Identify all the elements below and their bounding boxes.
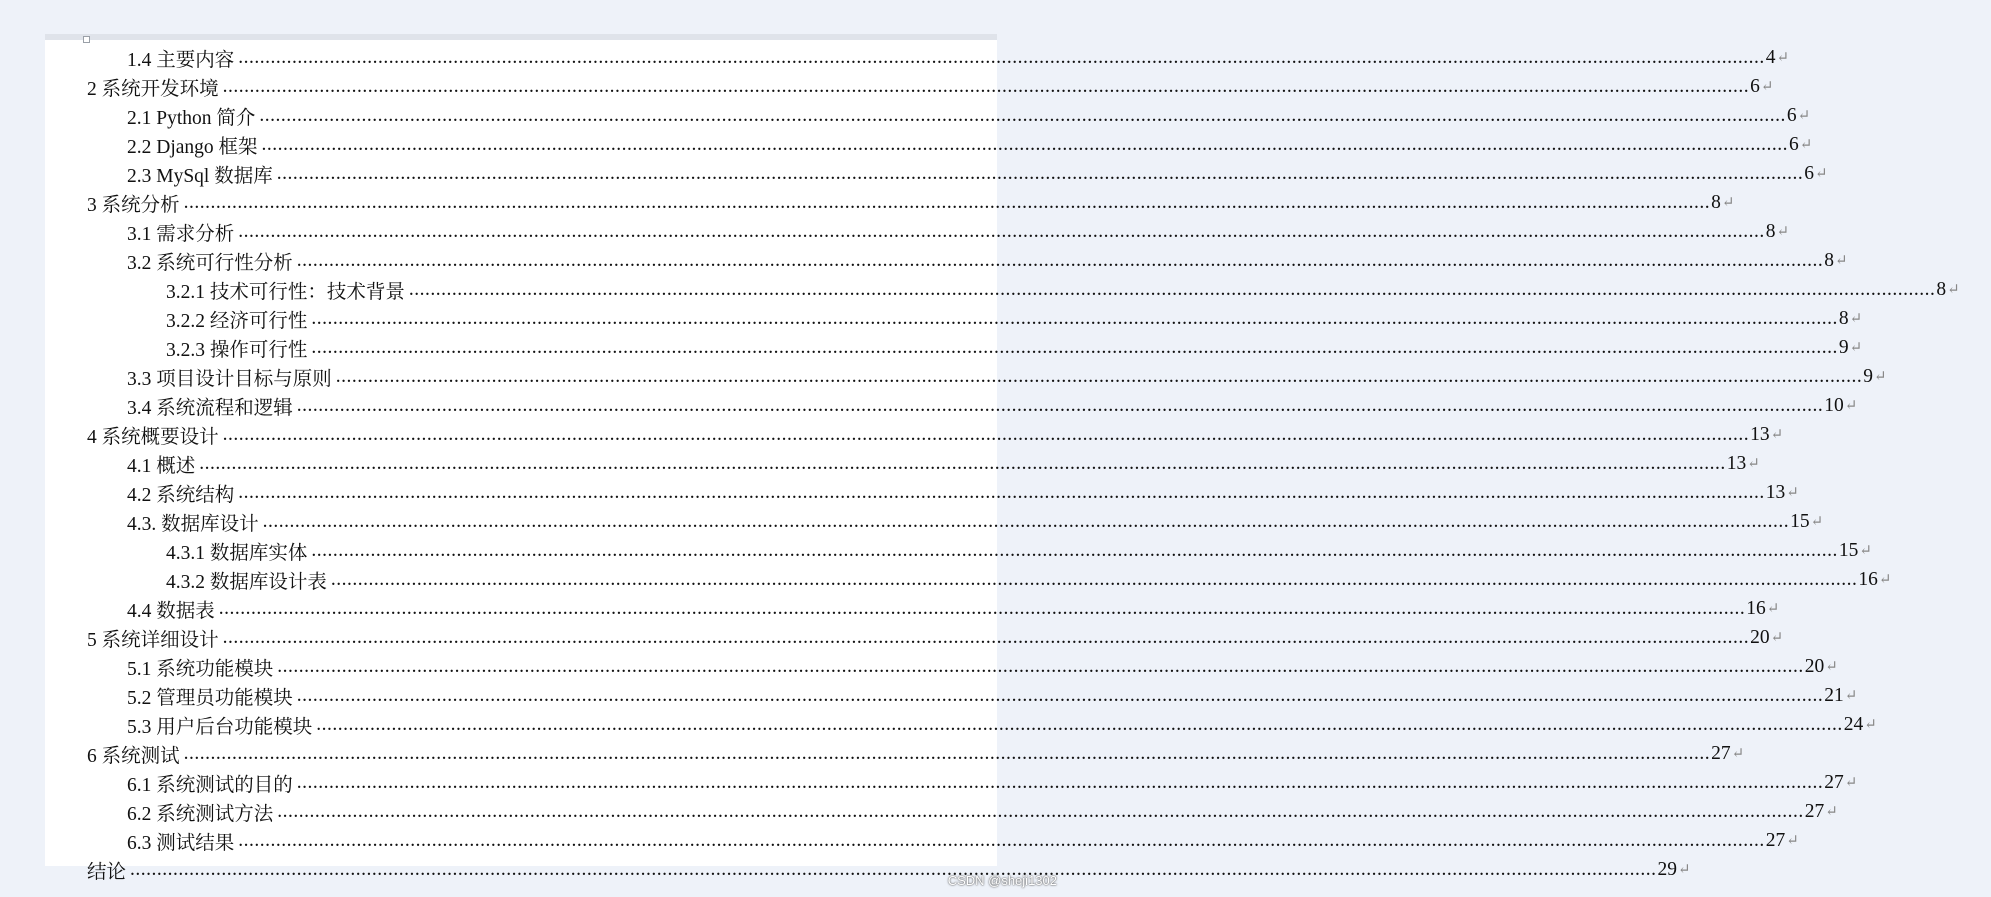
paragraph-mark-icon: ↵ — [1770, 427, 1784, 443]
toc-entry[interactable] — [45, 594, 1780, 623]
toc-entry[interactable] — [45, 391, 1858, 420]
toc-leader-dots — [223, 424, 1750, 446]
paragraph-mark-icon: ↵ — [1825, 804, 1838, 820]
paragraph-mark-icon: ↵ — [1766, 601, 1780, 617]
toc-entry-title: 6.2 系统测试方法 — [127, 803, 274, 825]
toc-entry-page-number: 8 — [1711, 191, 1721, 213]
toc-entry-page-number: 8 — [1936, 278, 1947, 300]
toc-entry-title: 3.2.1 技术可行性：技术背景 — [166, 281, 405, 303]
toc-entry-title: 6.1 系统测试的目的 — [127, 774, 293, 796]
toc-leader-dots — [297, 250, 1824, 272]
paragraph-mark-icon: ↵ — [1814, 166, 1828, 182]
toc-leader-dots — [238, 47, 1765, 69]
toc-entry-title: 4.2 系统结构 — [127, 484, 235, 506]
paragraph-mark-icon: ↵ — [1844, 398, 1858, 414]
toc-entry-title: 4 系统概要设计 — [87, 426, 219, 448]
paragraph-mark-icon: ↵ — [1849, 340, 1863, 356]
toc-entry-page-number: 13 — [1765, 481, 1786, 503]
toc-entry-title: 3 系统分析 — [87, 194, 180, 216]
toc-entry-page-number: 24 — [1843, 713, 1864, 735]
toc-entry-title: 3.2.2 经济可行性 — [166, 310, 308, 332]
toc-entry[interactable] — [45, 507, 1824, 536]
toc-entry[interactable] — [45, 536, 1872, 565]
toc-entry-title: 1.4 主要内容 — [127, 49, 235, 71]
toc-leader-dots — [336, 366, 1863, 388]
toc-leader-dots — [238, 482, 1765, 504]
toc-entry-page-number: 9 — [1863, 365, 1874, 387]
toc-entry-page-number: 16 — [1746, 597, 1766, 619]
toc-leader-dots — [316, 714, 1843, 736]
paragraph-mark-icon: ↵ — [1849, 311, 1863, 327]
toc-entry-title: 4.3.1 数据库实体 — [166, 542, 308, 564]
paragraph-mark-icon: ↵ — [1825, 659, 1838, 675]
toc-entry-title: 3.2.3 操作可行性 — [166, 339, 308, 361]
toc-entry-page-number: 29 — [1657, 858, 1678, 880]
paragraph-mark-icon: ↵ — [1859, 543, 1872, 559]
toc-leader-dots — [184, 743, 1711, 765]
paragraph-mark-icon: ↵ — [1799, 137, 1813, 153]
page-top-edge — [45, 34, 997, 40]
paragraph-mark-icon: ↵ — [1731, 746, 1745, 762]
toc-leader-dots — [297, 772, 1824, 794]
paragraph-mark-icon: ↵ — [1810, 514, 1824, 530]
toc-entry-title: 2 系统开发环境 — [87, 78, 219, 100]
toc-entry[interactable] — [45, 420, 1784, 449]
toc-entry-page-number: 20 — [1804, 655, 1825, 677]
toc-entry-page-number: 16 — [1858, 568, 1878, 590]
toc-entry[interactable] — [45, 797, 1838, 826]
toc-leader-dots — [130, 859, 1657, 881]
toc-entry-title: 5.1 系统功能模块 — [127, 658, 274, 680]
toc-entry[interactable] — [45, 130, 1813, 159]
toc-entry-title: 3.2 系统可行性分析 — [127, 252, 293, 274]
toc-entry[interactable] — [45, 565, 1892, 594]
toc-entry[interactable] — [45, 362, 1887, 391]
toc-entry-title: 3.1 需求分析 — [127, 223, 235, 245]
toc-entry-title: 结论 — [87, 861, 127, 883]
toc-leader-dots — [297, 685, 1824, 707]
paragraph-mark-icon: ↵ — [1776, 224, 1790, 240]
paragraph-mark-icon: ↵ — [1844, 688, 1858, 704]
toc-entry-title: 2.3 MySql 数据库 — [127, 165, 273, 187]
paragraph-mark-icon: ↵ — [1776, 50, 1790, 66]
toc-entry[interactable] — [45, 333, 1863, 362]
toc-entry[interactable] — [45, 159, 1828, 188]
toc-entry-page-number: 27 — [1804, 800, 1825, 822]
paragraph-mark-icon: ↵ — [1864, 717, 1877, 733]
toc-entry-title: 3.4 系统流程和逻辑 — [127, 397, 293, 419]
toc-entry-title: 4.1 概述 — [127, 455, 196, 477]
toc-entry[interactable] — [45, 246, 1848, 275]
toc-entry[interactable] — [45, 478, 1799, 507]
toc-entry-page-number: 13 — [1726, 452, 1747, 474]
paragraph-mark-icon: ↵ — [1835, 253, 1848, 269]
toc-entry-title: 5.2 管理员功能模块 — [127, 687, 293, 709]
toc-entry-title: 5.3 用户后台功能模块 — [127, 716, 313, 738]
toc-leader-dots — [331, 569, 1858, 591]
toc-entry-title: 6.3 测试结果 — [127, 832, 235, 854]
watermark: CSDN @sheji1302 — [947, 873, 1057, 888]
paragraph-mark-icon: ↵ — [1797, 108, 1811, 124]
toc-entry-title: 2.2 Django 框架 — [127, 136, 258, 158]
toc-leader-dots — [311, 540, 1838, 562]
toc-entry[interactable] — [45, 681, 1858, 710]
toc-leader-dots — [199, 453, 1726, 475]
toc-entry-page-number: 8 — [1838, 307, 1849, 329]
toc-entry-page-number: 8 — [1765, 220, 1776, 242]
toc-leader-dots — [409, 279, 1936, 301]
toc-entry[interactable] — [45, 623, 1784, 652]
paragraph-mark-icon: ↵ — [1747, 456, 1760, 472]
toc-leader-dots — [223, 76, 1750, 98]
toc-entry-page-number: 6 — [1804, 162, 1814, 184]
paragraph-mark-icon: ↵ — [1786, 485, 1799, 501]
paragraph-mark-icon: ↵ — [1874, 369, 1887, 385]
toc-entry[interactable] — [45, 739, 1745, 768]
toc-leader-dots — [238, 221, 1765, 243]
toc-leader-dots — [297, 395, 1824, 417]
toc-entry[interactable] — [45, 652, 1838, 681]
paragraph-mark-icon: ↵ — [1770, 630, 1784, 646]
toc-entry[interactable] — [45, 826, 1799, 855]
toc-entry-title: 5 系统详细设计 — [87, 629, 219, 651]
toc-entry-page-number: 15 — [1838, 539, 1859, 561]
toc-leader-dots — [311, 337, 1838, 359]
toc-leader-dots — [277, 163, 1804, 185]
toc-entry-page-number: 27 — [1765, 829, 1786, 851]
toc-entry[interactable] — [45, 449, 1760, 478]
toc-entry[interactable] — [45, 768, 1858, 797]
toc-leader-dots — [262, 134, 1789, 156]
toc-entry-page-number: 8 — [1824, 249, 1835, 271]
paragraph-mark-icon: ↵ — [1844, 775, 1858, 791]
toc-entry[interactable] — [45, 710, 1877, 739]
toc-leader-dots — [219, 598, 1746, 620]
toc-entry-page-number: 27 — [1711, 742, 1731, 764]
toc-entry-page-number: 6 — [1750, 75, 1760, 97]
toc-entry[interactable] — [45, 275, 1960, 304]
toc-entry[interactable] — [45, 101, 1811, 130]
toc-entry-title: 3.3 项目设计目标与原则 — [127, 368, 332, 390]
toc-entry-page-number: 13 — [1750, 423, 1770, 445]
toc-leader-dots — [259, 105, 1786, 127]
toc-entry[interactable] — [45, 217, 1790, 246]
toc-leader-dots — [184, 192, 1711, 214]
toc-entry-page-number: 21 — [1824, 684, 1844, 706]
page-corner-marker — [83, 36, 90, 43]
paragraph-mark-icon: ↵ — [1760, 79, 1774, 95]
paragraph-mark-icon: ↵ — [1786, 833, 1799, 849]
toc-leader-dots — [277, 801, 1804, 823]
toc-leader-dots — [223, 627, 1750, 649]
paragraph-mark-icon: ↵ — [1721, 195, 1735, 211]
toc-entry-page-number: 20 — [1750, 626, 1770, 648]
paragraph-mark-icon: ↵ — [1678, 862, 1691, 878]
toc-entry-page-number: 6 — [1786, 104, 1797, 126]
toc-entry[interactable] — [45, 72, 1774, 101]
toc-entry-title: 4.3. 数据库设计 — [127, 513, 259, 535]
toc-entry-page-number: 15 — [1790, 510, 1810, 532]
toc-entry[interactable] — [45, 43, 1790, 72]
toc-leader-dots — [311, 308, 1838, 330]
toc-entry-page-number: 6 — [1789, 133, 1799, 155]
toc-entry-title: 2.1 Python 简介 — [127, 107, 256, 129]
toc-entry-page-number: 27 — [1824, 771, 1844, 793]
toc-entry-page-number: 10 — [1824, 394, 1844, 416]
toc-entry[interactable] — [45, 304, 1863, 333]
paragraph-mark-icon: ↵ — [1947, 282, 1960, 298]
toc-entry-title: 4.4 数据表 — [127, 600, 215, 622]
toc-entry-page-number: 9 — [1838, 336, 1849, 358]
toc-entry-title: 6 系统测试 — [87, 745, 180, 767]
toc-entry-page-number: 4 — [1765, 46, 1776, 68]
paragraph-mark-icon: ↵ — [1878, 572, 1892, 588]
toc-leader-dots — [277, 656, 1804, 678]
toc-leader-dots — [263, 511, 1790, 533]
toc-entry-title: 4.3.2 数据库设计表 — [166, 571, 327, 593]
toc-leader-dots — [238, 830, 1765, 852]
toc-entry[interactable] — [45, 188, 1735, 217]
